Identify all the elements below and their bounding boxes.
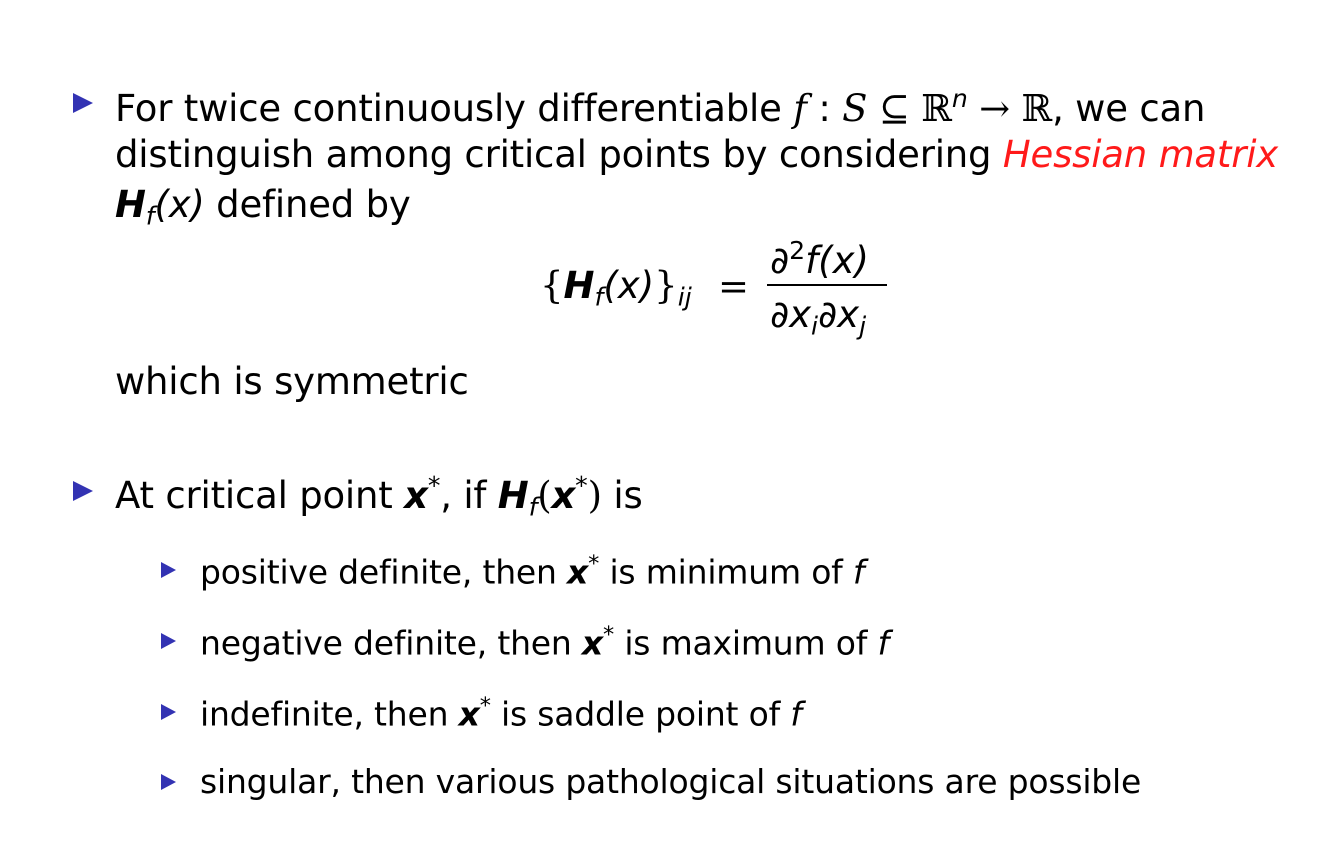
sub-bullet-marker [161,562,176,578]
math-star: * [479,693,491,719]
math-partial: ∂ [770,238,790,282]
math-rbrace: } [654,264,678,307]
math-paren: ( [537,473,552,517]
fraction-numerator [770,236,869,282]
bullet1-line2 [115,133,1279,176]
hessian-equation-lhs [540,264,692,312]
math-x: (x) [603,264,655,307]
text: : [806,86,843,130]
text: defined by [204,183,411,226]
math-star: * [575,471,588,500]
fraction-denominator [770,293,867,341]
text: negative definite, then [200,623,582,663]
bullet2-line [115,473,643,520]
text: For twice continuously differentiable [115,86,794,130]
text: At critical point [115,473,405,517]
math-x: x [551,473,576,517]
sub-item-singular: singular, then various pathological situations are possible [200,762,1142,801]
math-f: f [852,552,865,592]
math-f: f [877,623,889,663]
math-exponent: 2 [789,236,806,265]
math-n: n [951,84,968,113]
math-x: (x) [154,183,205,226]
bullet-marker [73,93,93,113]
sub-item-positive-definite [200,551,865,592]
sub-item-negative-definite [200,622,889,663]
math-x: x [567,552,589,592]
text: positive definite, then [200,552,568,592]
math-H: H [115,183,146,226]
text: distinguish among critical points by considering [115,133,1003,176]
math-arrow: → [967,86,1022,130]
math-partial-x: ∂x [818,293,860,336]
math-R: ℝ [921,86,952,130]
math-sub-j: j [859,311,867,341]
math-lbrace: { [540,264,564,307]
math-f: f [793,86,807,130]
sub-bullet-marker [161,633,176,649]
text: is minimum of [599,552,853,592]
math-R: ℝ [1021,86,1053,130]
math-star: * [427,471,441,500]
bullet1-line1 [115,84,1206,130]
math-sub-ij: ij [677,282,692,312]
math-star: * [588,551,600,577]
math-x: x [458,694,480,734]
symmetric-note: which is symmetric [115,360,469,403]
equals-sign: = [718,265,750,308]
text: , if [440,473,498,517]
math-star: * [603,622,615,648]
text: is saddle point of [490,694,791,734]
sub-bullet-marker [161,774,176,790]
math-fx: f(x) [805,238,869,282]
math-subset: ⊆ [867,86,922,130]
fraction-bar [767,284,887,286]
bullet-marker [73,481,93,501]
math-partial-x: ∂x [770,293,812,336]
math-sub-f: f [528,492,538,522]
text: indefinite, then [200,694,459,734]
text: , we can [1052,86,1206,130]
math-S: S [842,86,868,130]
sub-item-indefinite [200,693,802,734]
math-sub-f: f [145,201,155,231]
math-x: x [404,473,428,517]
highlight-term: Hessian matrix [1002,133,1279,176]
bullet1-line3 [115,183,411,231]
sub-bullet-marker [161,704,176,720]
math-x: x [581,623,604,663]
math-sub-i: i [811,311,819,341]
math-f: f [790,694,802,734]
math-paren: ) [587,473,602,517]
math-H: H [563,264,595,307]
text: is maximum of [614,623,878,663]
math-H: H [497,473,529,517]
text: is [601,473,643,517]
math-sub-f: f [594,282,604,312]
